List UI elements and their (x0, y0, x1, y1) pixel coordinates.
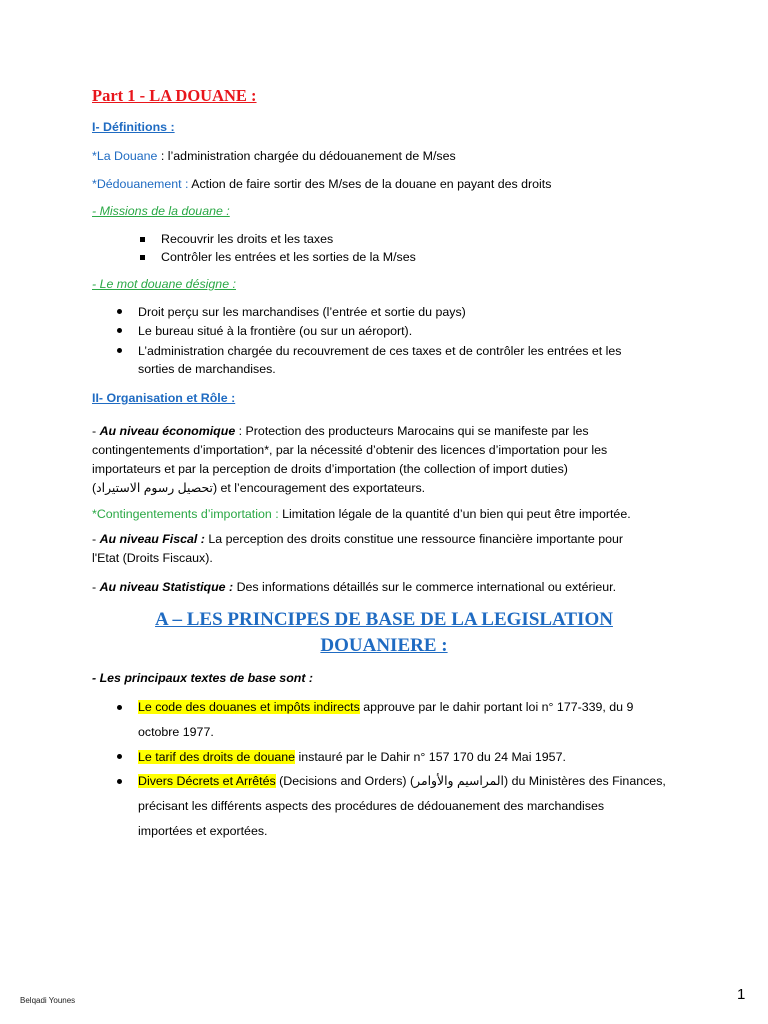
definition-term: *La Douane (92, 149, 158, 163)
section-organisation-heading: II- Organisation et Rôle : (92, 391, 236, 405)
texte-item-cont: octobre 1977. (138, 725, 214, 739)
fiscal-paragraph: - Au niveau Fiscal : La perception des droits constitue une ressource financière importante pour (92, 532, 624, 546)
mission-item: Recouvrir les droits et les taxes (161, 232, 334, 246)
definition-douane: *La Douane : l’administration chargée du dédouanement de M/ses (92, 149, 456, 163)
textes-heading: - Les principaux textes de base sont : (92, 671, 314, 685)
definition-term: *Dédouanement : (92, 177, 192, 191)
square-bullet-icon (140, 237, 145, 242)
economique-paragraph: - Au niveau économique : Protection des producteurs Marocains qui se manifeste par les (92, 424, 589, 438)
round-bullet-icon (117, 779, 122, 784)
texte-item: Le code des douanes et impôts indirects approuve par le dahir portant loi n° 177-339, du 9 (138, 700, 634, 714)
highlighted-text: Le code des douanes et impôts indirects (138, 700, 360, 714)
section-a-title: A – LES PRINCIPES DE BASE DE LA LEGISLATION DOUANIERE : (155, 609, 613, 656)
texte-item: Le tarif des droits de douane instauré par le Dahir n° 157 170 du 24 Mai 1957. (138, 750, 566, 764)
highlighted-text: Divers Décrets et Arrêtés (138, 774, 276, 788)
round-bullet-icon (117, 328, 122, 333)
economique-line: (تحصيل رسوم الاستيراد) et l’encouragement des exportateurs. (92, 481, 426, 495)
round-bullet-icon (117, 309, 122, 314)
economique-label: Au niveau économique (99, 424, 236, 438)
page-number: 1 (737, 986, 746, 1003)
square-bullet-icon (140, 255, 145, 260)
missions-heading: - Missions de la douane : (92, 204, 230, 218)
fiscal-label: Au niveau Fiscal : (99, 532, 205, 546)
definition-dedouanement (92, 175, 551, 194)
definition-text: l’administration chargée du dédouanement de M/ses (167, 149, 456, 163)
texte-item-cont: précisant les différents aspects des procédures de dédouanement des marchandises (138, 799, 605, 813)
mot-douane-item: Droit perçu sur les marchandises (l’entrée et sortie du pays) (138, 305, 466, 319)
highlighted-text: Le tarif des droits de douane (138, 750, 296, 764)
economique-line: importateurs et par la perception de droits d’importation (the collection of import duties) (92, 462, 568, 476)
mot-douane-item: L’administration chargée du recouvrement de ces taxes et de contrôler les entrées et les (138, 344, 622, 358)
texte-item-cont: importées et exportées. (138, 824, 268, 838)
page-title: Part 1 - LA DOUANE : (92, 86, 257, 105)
texte-item: Divers Décrets et Arrêtés (Decisions and Orders) (المراسيم والأوامر) du Ministères des Finances, (138, 774, 666, 788)
round-bullet-icon (117, 705, 122, 710)
fiscal-line: l'Etat (Droits Fiscaux). (92, 551, 213, 565)
contingentement-definition: *Contingentements d’importation : Limitation légale de la quantité d’un bien qui peut être importée. (92, 507, 631, 521)
contingentement-term: *Contingentements d’importation : (92, 507, 283, 521)
section-definitions-heading: I- Définitions : (92, 120, 175, 134)
mot-douane-heading: - Le mot douane désigne : (92, 277, 236, 291)
mot-douane-item-cont: sorties de marchandises. (138, 362, 276, 376)
footer-author: Belqadi Younes (20, 996, 76, 1005)
mot-douane-item: Le bureau situé à la frontière (ou sur un aéroport). (138, 324, 413, 338)
mission-item: Contrôler les entrées et les sorties de la M/ses (161, 250, 416, 264)
statistique-label: Au niveau Statistique : (99, 580, 234, 594)
statistique-paragraph: - Au niveau Statistique : Des informations détaillés sur le commerce international ou extérieur. (92, 580, 617, 594)
definition-text: Action de faire sortir des M/ses de la douane en payant des droits (191, 177, 552, 191)
round-bullet-icon (117, 754, 122, 759)
economique-line: contingentements d’importation*, par la nécessité d’obtenir des licences d’importation pour les (92, 443, 608, 457)
round-bullet-icon (117, 348, 122, 353)
